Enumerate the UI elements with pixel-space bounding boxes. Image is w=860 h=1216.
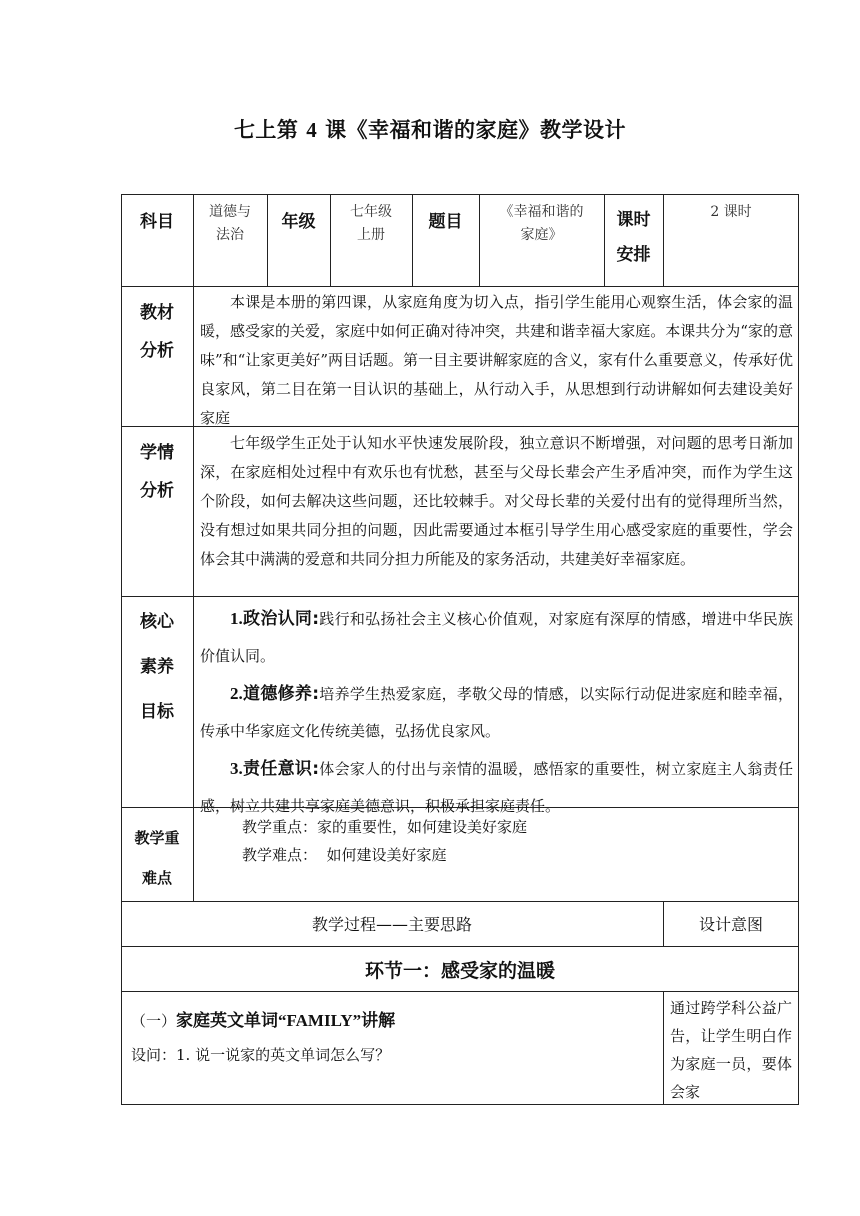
- intent-header: 设计意图: [698, 915, 763, 934]
- teaching-focus: 教学重点：家的重要性，如何建设美好家庭: [242, 818, 528, 836]
- textbook-analysis-label: 教材 分析: [140, 303, 174, 361]
- student-analysis-text: 七年级学生正处于认知水平快速发展阶段，独立意识不断增强，对问题的思考日渐加深，在家庭相处过程中有欢乐也有忧愁，甚至与父母长辈会产生矛盾冲突，而作为学生这个阶段，如何去解决这些问题，还比较棘手。对父母长辈的关爱付出有的觉得理所当然，没有想过如果共同分担的问题，因此需要通过本框引导学生用心感受家庭的重要性，学会体会其中满满的爱意和共同分担力所能及的家务活动，共建美好幸福家庭。: [200, 434, 793, 568]
- core-goals-list: [200, 600, 793, 825]
- student-analysis-label: 学情 分析: [140, 443, 174, 501]
- core-goals-label: 核心 素养 目标: [140, 612, 174, 722]
- row-divider: [121, 991, 799, 992]
- section-title: 环节一：感受家的温暖: [364, 960, 555, 982]
- goal-item: 2.道德修养:培养学生热爱家庭，孝敬父母的情感，以实际行动促进家庭和睦幸福，传承中华家庭文化传统美德，弘扬优良家风。: [200, 684, 793, 740]
- subject-value: 道德与 法治: [209, 204, 251, 243]
- goal-item: 1.政治认同:践行和弘扬社会主义核心价值观，对家庭有深厚的情感，增进中华民族价值认同。: [200, 609, 793, 665]
- row-divider: [121, 286, 799, 287]
- row-divider: [121, 596, 799, 597]
- teaching-difficulty: 教学难点： 如何建设美好家庭: [242, 846, 447, 864]
- design-intent-text: 通过跨学科公益广告，让学生明白作为家庭一员，要体会家: [670, 999, 792, 1101]
- hours-label: 课时 安排: [616, 210, 651, 265]
- subject-label: 科目: [140, 212, 174, 232]
- textbook-analysis-text: 本课是本册的第四课，从家庭角度为切入点，指引学生能用心观察生活，体会家的温暖，感受家的关爱，家庭中如何正确对待冲突，共建和谐幸福大家庭。本课共分为“家的意味”和“让家更美好”两目话题。第一目主要讲解家庭的含义，家有什么重要意义，传承好优良家风，第二目在第一目认识的基础上，从行动入手，从思想到行动讲解如何去建设美好家庭: [200, 293, 794, 427]
- col-divider: [663, 991, 664, 1105]
- key-points-text: [242, 813, 792, 869]
- topic-label: 题目: [428, 212, 463, 232]
- col-divider: [193, 194, 194, 901]
- grade-label: 年级: [281, 212, 316, 232]
- grade-value: 七年级 上册: [350, 204, 392, 243]
- goal-item: 3.责任意识:体会家人的付出与亲情的温暖，感悟家的重要性，树立家庭主人翁责任感，树立共建共享家庭美德意识，积极承担家庭责任。: [200, 759, 793, 815]
- key-points-label: 教学重 难点: [134, 829, 180, 887]
- hours-value: 2 课时: [710, 204, 752, 220]
- step-question: 设问：1. 说一说家的英文单词怎么写？: [131, 1046, 391, 1064]
- topic-value: 《幸福和谐的 家庭》: [499, 204, 584, 243]
- process-header: 教学过程——主要思路: [311, 915, 472, 934]
- row-divider: [121, 946, 799, 947]
- page-title: 七上第 4 课《幸福和谐的家庭》教学设计: [233, 118, 627, 142]
- step-title: （一）家庭英文单词“FAMILY”讲解: [131, 1011, 396, 1031]
- row-divider: [121, 901, 799, 902]
